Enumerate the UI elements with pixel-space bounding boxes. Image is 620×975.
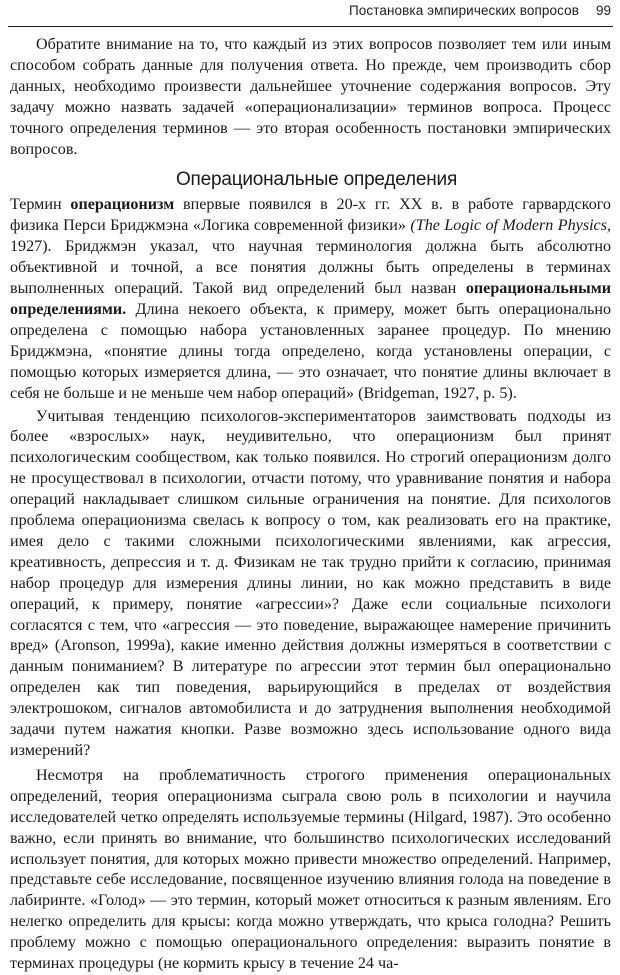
page-number: 99 — [595, 3, 611, 18]
term-operational-definitions: операциональными определениями. — [10, 280, 611, 318]
paragraph-psychology: Учитывая тенденцию психологов-экспериментаторов заимствовать подходы из более «взрослых» наук, неудивительно, что операционизм был принят психологическим сообществом, как только появился. Но строгий операционизм долго не просуществовал в психологии, отчасти потому, что уравнивание понятия и набора операций накладывает слишком сильные ограничения на понятие. Для психологов проблема операционизма свелась к вопросу о том, как реализовать его на практике, имея дело с такими сложными психологическими явлениями, как агрессия, креативность, депрессия и т. д. Физикам не так трудно прийти к согласию, принимая набор процедур для измерения длины линии, но как можно представить в виде операций, к примеру, понятие «агрессии»? Даже если социальные психологи согласятся с тем, что «агрессия — это поведение, выражающее намерение причинить вред» (Aronson, 1999a), какие именно действия должны измеряться в соответствии с данным пониманием? В литературе по агрессии этот термин был операционально определен как тип поведения, варьирующийся в пределах от воздействия электрошоком, сигналов автомобилиста и до затруднения выполнения необходимой задачи путем нажатия кнопки. Разве возможно здесь использование одного вида измерений? — [10, 407, 611, 759]
paragraph-hunger: Несмотря на проблематичность строгого применения операциональных определений, теория операционизма сыграла свою роль в психологии и научила исследователей четко определять используемые термины (Hilgard, 1987). Это особенно важно, если принять во внимание, что большинство психологических исследований использует понятия, для которых можно привести множество определений. Например, представьте себе исследование, посвященное изучению влияния голода на поведение в лабиринте. «Голод» — это термин, который может относиться к разным явлениям. Его нелегко определить для крысы: когда можно утверждать, что крыса голодна? Решить проблему можно с помощью операционального определения: выразить понятие в терминах процедуры (не кормить крысу в течение 24 ча- — [10, 766, 611, 973]
text-run: 1927). Бриджмэн указал, что научная терминология должна быть абсолютно объективной и точной, а все понятия должны быть определены в терминах выполненных операций. Такой вид определений был назван — [10, 238, 611, 298]
term-operationism: операционизм — [70, 196, 175, 214]
section-heading: Операциональные определения — [175, 169, 458, 191]
text-run: Длина некоего объекта, к примеру, может быть операционально определена с помощью набора установленных заранее процедур. По мнению Бриджмэна, «понятие длины тогда определено, когда установлены операции, с помощью которых измеряется длина, — это означает, что понятие длины включает в себя не больше и не меньше чем набор операций» (Bridgeman, 1927, p. 5). — [10, 300, 611, 402]
text-run: впервые появился в 20-х гг. XX в. в работе гарвардского физика Перси Бриджмэна «Логика современной физики» — [10, 196, 611, 235]
running-header — [8, 0, 613, 27]
paragraph-intro: Обратите внимание на то, что каждый из этих вопросов позволяет тем или иным способом собрать данные для получения ответа. Но прежде, чем производить сбор данных, необходимо произвести дальнейшее уточнение содержания вопросов. Эту задачу можно назвать задачей «операционализации» терминов вопроса. Процесс точного определения терминов — это вторая особенность постановки эмпирических вопросов. — [10, 36, 611, 158]
running-title: Постановка эмпирических вопросов — [348, 3, 579, 18]
paragraph-operationism — [10, 195, 611, 404]
book-title-english: (The Logic of Modern Physics, — [410, 217, 611, 235]
text-run: Термин — [10, 196, 71, 214]
